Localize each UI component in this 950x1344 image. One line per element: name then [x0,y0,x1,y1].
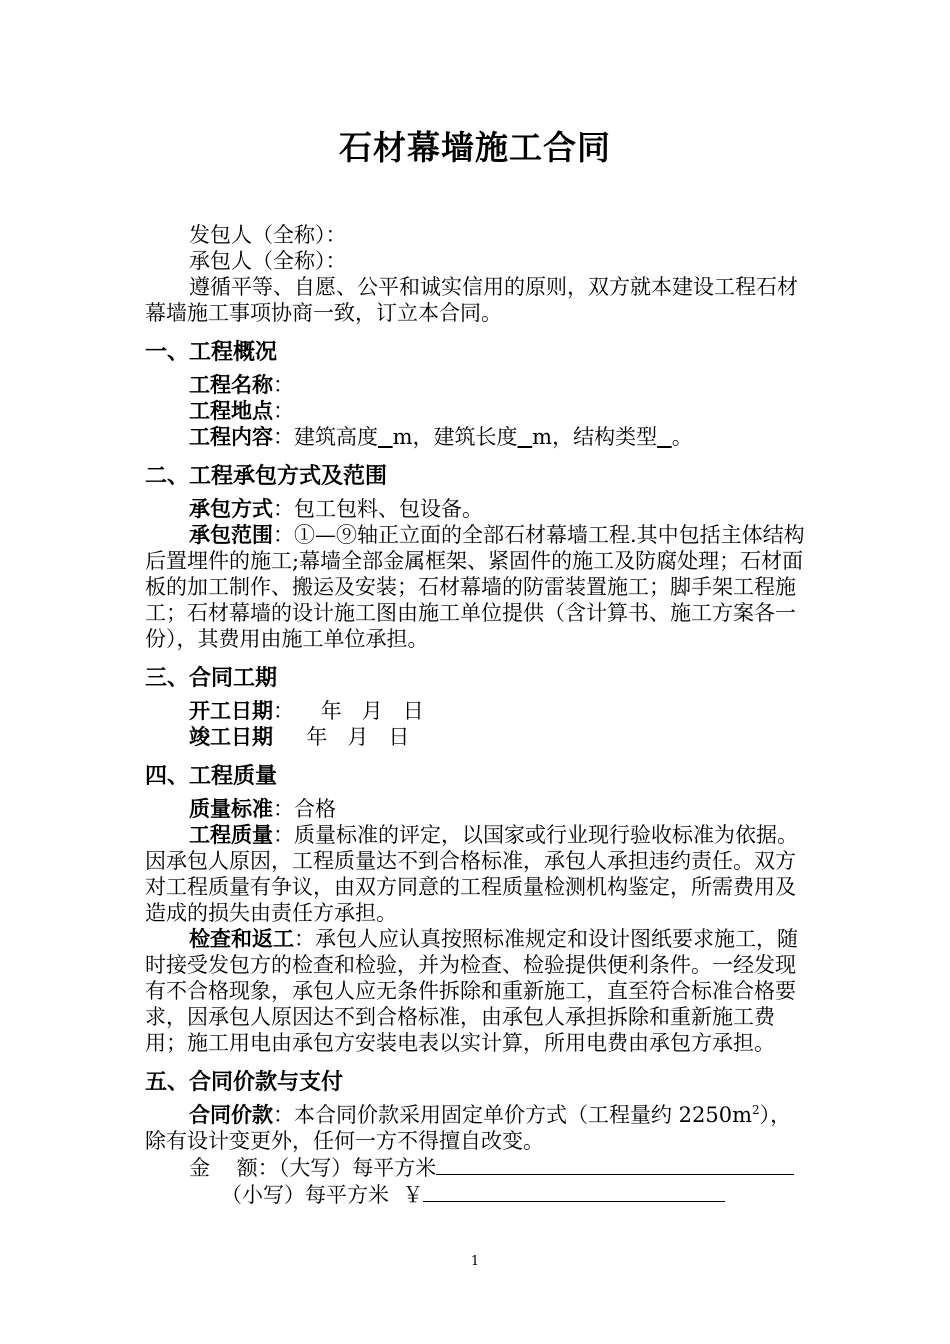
end-date-line: 竣工日期 年 月 日 [189,725,410,749]
height-blank [378,424,393,449]
inspection-label: 检查和返工 [189,927,294,951]
start-date-label: 开工日期 [189,699,273,723]
project-name-label: 工程名称 [189,373,273,397]
length-blank [518,424,533,449]
preamble: 遵循平等、自愿、公平和诚实信用的原则，双方就本建设工程石材幕墙施工事项协商一致，订立本合同。 [145,275,798,325]
document-body [145,222,810,1208]
project-quality-label: 工程质量 [189,823,273,847]
amount-lower-blank [423,1181,725,1202]
section-4-heading: 四、工程质量 [145,764,278,789]
section-1-heading: 一、工程概况 [145,340,278,365]
contract-mode-line: 承包方式：包工包料、包设备。 [189,497,483,521]
contract-price-paragraph: 合同价款：本合同价款采用固定单价方式（工程量约 $2250m^2$），除有设计变更外，任何一方不得擅自改变。 [145,1103,792,1153]
section-5-heading: 五、合同价款与支付 [145,1070,344,1095]
amount-lower-line: （小写）每平方米 ￥ [145,1181,810,1208]
project-name-line: 工程名称： [189,373,294,397]
contractor-line: 承包人（全称）： [189,249,347,273]
project-location-line: 工程地点： [189,399,294,423]
section-2-heading: 二、工程承包方式及范围 [145,464,388,489]
page-number: 1 [470,1254,480,1269]
structure-blank [657,424,672,449]
document-title: 石材幕墙施工合同 [339,128,611,167]
inspection-paragraph: 检查和返工：承包人应认真按照标准规定和设计图纸要求施工，随时接受发包方的检查和检验，并为检查、检验提供便利条件。一经发现有不合格现象，承包人应无条件拆除和重新施工，直至符合标准合格要求，因承包人原因达不到合格标准，由承包人承担拆除和重新施工费用；施工用电由承包方安装电表以实计算，所用电费由承包方承担。 [145,927,798,1055]
project-content-line: 工程内容：建筑高度 m，建筑长度 m，结构类型 。 [189,425,693,449]
project-location-label: 工程地点 [189,399,273,423]
section-3-heading: 三、合同工期 [145,666,278,691]
quality-standard-line: 质量标准：合格 [189,797,336,821]
end-date-label: 竣工日期 [189,725,273,749]
contract-mode-label: 承包方式 [189,497,273,521]
employer-line: 发包人（全称）： [189,223,347,247]
project-quality-paragraph: 工程质量：质量标准的评定，以国家或行业现行验收标准为依据。因承包人原因，工程质量达不到合格标准，承包人承担违约责任。双方对工程质量有争议，由双方同意的工程质量检测机构鉴定，所需费用及造成的损失由责任方承担。 [145,823,798,925]
project-content-label: 工程内容 [189,425,273,449]
quality-standard-label: 质量标准 [189,797,273,821]
amount-upper-blank [436,1154,794,1175]
contract-scope-label: 承包范围 [189,523,273,547]
contract-scope-paragraph: 承包范围：①—⑨轴正立面的全部石材幕墙工程.其中包括主体结构后置埋件的施工;幕墙全部金属框架、紧固件的施工及防腐处理；石材面板的加工制作、搬运及安装；石材幕墙的防雷装置施工；脚手架工程施工；石材幕墙的设计施工图由施工单位提供（含计算书、施工方案各一份），其费用由施工单位承担。 [145,523,805,651]
contract-price-label: 合同价款 [189,1103,273,1127]
start-date-line: 开工日期： 年 月 日 [189,699,424,723]
amount-upper-line: 金 额：（大写）每平方米 [145,1154,810,1181]
